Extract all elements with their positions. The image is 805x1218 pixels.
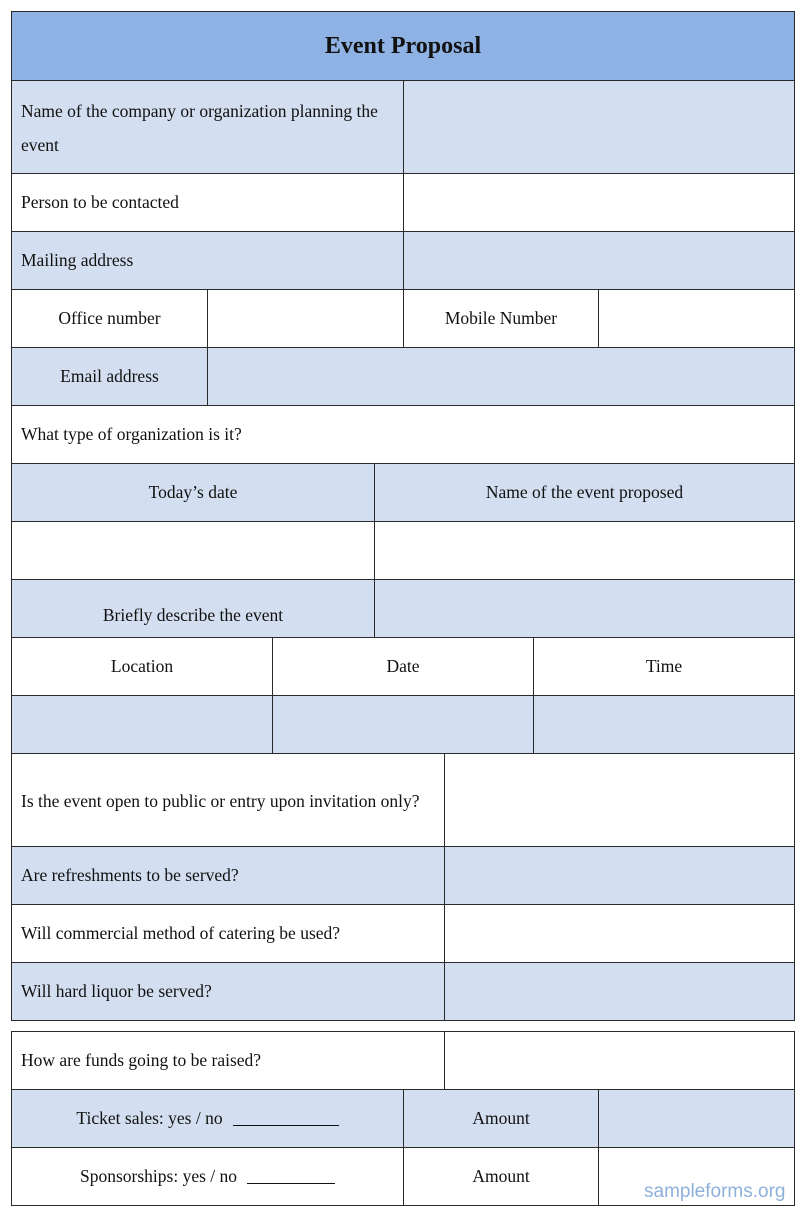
- mailing-address-input[interactable]: [403, 231, 795, 290]
- location-input[interactable]: [11, 695, 273, 754]
- location-label: Location: [11, 637, 273, 696]
- time-label: Time: [533, 637, 795, 696]
- date-input[interactable]: [272, 695, 534, 754]
- mobile-number-input[interactable]: [598, 289, 795, 348]
- form-title: Event Proposal: [11, 11, 795, 81]
- open-public-label: Is the event open to public or entry upon invitation only?: [11, 753, 445, 847]
- mailing-address-label: Mailing address: [11, 231, 404, 290]
- ticket-sales-row: [11, 1089, 404, 1148]
- office-number-label: Office number: [11, 289, 208, 348]
- funds-question-input[interactable]: [444, 1031, 795, 1090]
- watermark: sampleforms.org: [644, 1181, 786, 1202]
- sponsor-amount-label: Amount: [403, 1147, 599, 1206]
- ticket-sales-label: Ticket sales: yes / no: [76, 1108, 223, 1128]
- refreshments-input[interactable]: [444, 846, 795, 905]
- refreshments-label: Are refreshments to be served?: [11, 846, 445, 905]
- sponsorships-label: Sponsorships: yes / no: [79, 1166, 238, 1186]
- event-name-input[interactable]: [374, 521, 795, 580]
- company-name-label: Name of the company or organization planning the event: [11, 80, 404, 174]
- sponsorships-row: [11, 1147, 404, 1206]
- email-address-input[interactable]: [207, 347, 795, 406]
- ticket-amount-input[interactable]: [598, 1089, 795, 1148]
- todays-date-input[interactable]: [11, 521, 375, 580]
- open-public-input[interactable]: [444, 753, 795, 847]
- time-input[interactable]: [533, 695, 795, 754]
- catering-input[interactable]: [444, 904, 795, 963]
- liquor-label: Will hard liquor be served?: [11, 962, 445, 1021]
- company-name-input[interactable]: [403, 80, 795, 174]
- funds-question-label: How are funds going to be raised?: [11, 1031, 445, 1090]
- org-type-field[interactable]: What type of organization is it?: [11, 405, 795, 464]
- ticket-sales-blank[interactable]: [233, 1111, 339, 1126]
- todays-date-label: Today’s date: [11, 463, 375, 522]
- office-number-input[interactable]: [207, 289, 404, 348]
- date-label: Date: [272, 637, 534, 696]
- event-name-label: Name of the event proposed: [374, 463, 795, 522]
- sponsorships-blank[interactable]: [247, 1169, 335, 1184]
- liquor-input[interactable]: [444, 962, 795, 1021]
- catering-label: Will commercial method of catering be used?: [11, 904, 445, 963]
- ticket-amount-label: Amount: [403, 1089, 599, 1148]
- describe-event-label: Briefly describe the event: [11, 579, 375, 638]
- describe-event-input[interactable]: [374, 579, 795, 638]
- mobile-number-label: Mobile Number: [403, 289, 599, 348]
- contact-person-label: Person to be contacted: [11, 173, 404, 232]
- email-address-label: Email address: [11, 347, 208, 406]
- contact-person-input[interactable]: [403, 173, 795, 232]
